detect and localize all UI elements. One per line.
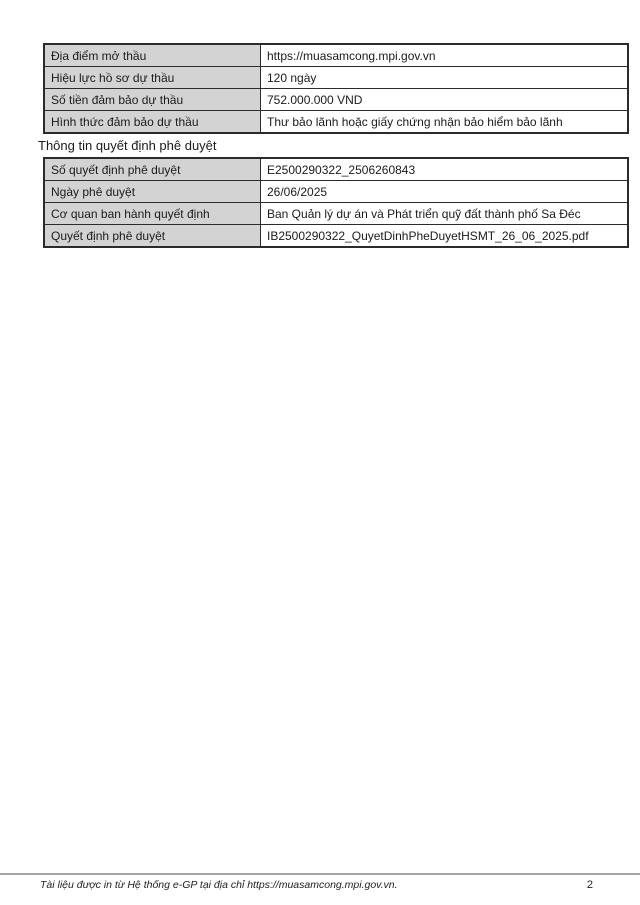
table-row bbox=[44, 203, 628, 225]
row-label-cell: Cơ quan ban hành quyết định bbox=[44, 203, 261, 225]
row-value-cell: Thư bảo lãnh hoặc giấy chứng nhận bảo hiểm bảo lãnh bbox=[261, 111, 629, 134]
table-row bbox=[44, 44, 628, 67]
table-row bbox=[44, 89, 628, 111]
row-label-cell: Địa điểm mở thầu bbox=[44, 44, 261, 67]
row-value-cell: IB2500290322_QuyetDinhPheDuyetHSMT_26_06_2025.pdf bbox=[261, 225, 629, 248]
row-value-cell: Ban Quản lý dự án và Phát triển quỹ đất thành phố Sa Đéc bbox=[261, 203, 629, 225]
row-label-cell: Hình thức đảm bảo dự thầu bbox=[44, 111, 261, 134]
row-label-cell: Số tiền đảm bảo dự thầu bbox=[44, 89, 261, 111]
footer-note: Tài liệu được in từ Hệ thống e-GP tại địa chỉ https://muasamcong.mpi.gov.vn. bbox=[40, 879, 398, 891]
approval-decision-table bbox=[43, 157, 629, 248]
bid-info-table bbox=[43, 43, 629, 134]
page-number: 2 bbox=[586, 879, 593, 891]
table-row bbox=[44, 181, 628, 203]
row-label-cell: Số quyết định phê duyệt bbox=[44, 158, 261, 181]
row-value-cell: 120 ngày bbox=[261, 67, 629, 89]
row-value-cell: E2500290322_2506260843 bbox=[261, 158, 629, 181]
row-label-cell: Quyết định phê duyệt bbox=[44, 225, 261, 248]
table-row bbox=[44, 158, 628, 181]
row-value-cell: https://muasamcong.mpi.gov.vn bbox=[261, 44, 629, 67]
row-label-cell: Ngày phê duyệt bbox=[44, 181, 261, 203]
footer-divider bbox=[0, 873, 640, 875]
table-row bbox=[44, 67, 628, 89]
row-value-cell: 26/06/2025 bbox=[261, 181, 629, 203]
table-row bbox=[44, 225, 628, 248]
table-row bbox=[44, 111, 628, 134]
section-title-approval: Thông tin quyết định phê duyệt bbox=[38, 138, 217, 153]
row-value-cell: 752.000.000 VND bbox=[261, 89, 629, 111]
row-label-cell: Hiệu lực hồ sơ dự thầu bbox=[44, 67, 261, 89]
